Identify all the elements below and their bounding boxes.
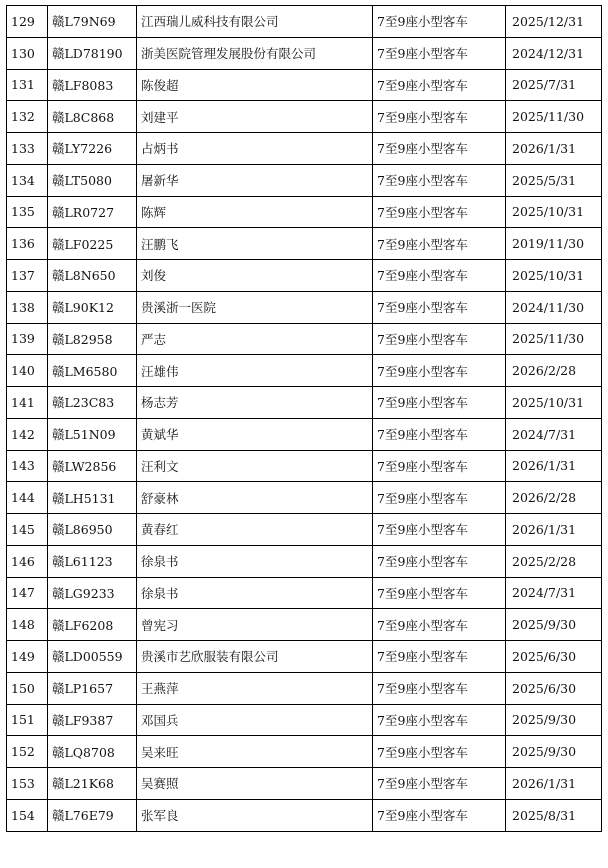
vehicle-table-body	[7, 6, 602, 832]
row-number: 135	[7, 196, 48, 228]
plate-number: 赣L76E79	[48, 799, 137, 831]
table-row	[7, 736, 602, 768]
table-row	[7, 291, 602, 323]
owner-name: 贵溪浙一医院	[137, 291, 373, 323]
expiry-date: 2024/7/31	[506, 577, 602, 609]
row-number: 130	[7, 37, 48, 69]
vehicle-type: 7至9座小型客车	[373, 133, 506, 165]
table-row	[7, 355, 602, 387]
expiry-date: 2026/2/28	[506, 482, 602, 514]
table-row	[7, 228, 602, 260]
plate-number: 赣LQ8708	[48, 736, 137, 768]
table-row	[7, 672, 602, 704]
table-row	[7, 101, 602, 133]
vehicle-type: 7至9座小型客车	[373, 768, 506, 800]
expiry-date: 2025/10/31	[506, 387, 602, 419]
table-row	[7, 6, 602, 38]
expiry-date: 2025/9/30	[506, 609, 602, 641]
expiry-date: 2025/10/31	[506, 196, 602, 228]
plate-number: 赣L8C868	[48, 101, 137, 133]
expiry-date: 2025/5/31	[506, 164, 602, 196]
table-row	[7, 482, 602, 514]
table-row	[7, 133, 602, 165]
plate-number: 赣LD00559	[48, 641, 137, 673]
plate-number: 赣LT5080	[48, 164, 137, 196]
row-number: 141	[7, 387, 48, 419]
table-row	[7, 37, 602, 69]
plate-number: 赣LF0225	[48, 228, 137, 260]
plate-number: 赣L82958	[48, 323, 137, 355]
table-row	[7, 514, 602, 546]
plate-number: 赣L61123	[48, 545, 137, 577]
owner-name: 邓国兵	[137, 704, 373, 736]
row-number: 138	[7, 291, 48, 323]
expiry-date: 2025/7/31	[506, 69, 602, 101]
row-number: 142	[7, 418, 48, 450]
table-row	[7, 260, 602, 292]
table-row	[7, 196, 602, 228]
table-row	[7, 609, 602, 641]
vehicle-type: 7至9座小型客车	[373, 482, 506, 514]
vehicle-type: 7至9座小型客车	[373, 355, 506, 387]
vehicle-type: 7至9座小型客车	[373, 164, 506, 196]
row-number: 148	[7, 609, 48, 641]
table-row	[7, 69, 602, 101]
vehicle-type: 7至9座小型客车	[373, 323, 506, 355]
table-row	[7, 545, 602, 577]
expiry-date: 2019/11/30	[506, 228, 602, 260]
expiry-date: 2025/6/30	[506, 672, 602, 704]
row-number: 150	[7, 672, 48, 704]
vehicle-type: 7至9座小型客车	[373, 609, 506, 641]
plate-number: 赣L23C83	[48, 387, 137, 419]
vehicle-type: 7至9座小型客车	[373, 514, 506, 546]
owner-name: 汪雄伟	[137, 355, 373, 387]
owner-name: 徐泉书	[137, 545, 373, 577]
table-row	[7, 799, 602, 831]
row-number: 133	[7, 133, 48, 165]
expiry-date: 2025/11/30	[506, 101, 602, 133]
row-number: 151	[7, 704, 48, 736]
row-number: 154	[7, 799, 48, 831]
table-row	[7, 704, 602, 736]
table-row	[7, 387, 602, 419]
row-number: 144	[7, 482, 48, 514]
plate-number: 赣LP1657	[48, 672, 137, 704]
row-number: 147	[7, 577, 48, 609]
plate-number: 赣LR0727	[48, 196, 137, 228]
row-number: 137	[7, 260, 48, 292]
vehicle-type: 7至9座小型客车	[373, 196, 506, 228]
owner-name: 曾宪习	[137, 609, 373, 641]
table-row	[7, 768, 602, 800]
table-row	[7, 418, 602, 450]
vehicle-type: 7至9座小型客车	[373, 418, 506, 450]
vehicle-type: 7至9座小型客车	[373, 37, 506, 69]
plate-number: 赣LF8083	[48, 69, 137, 101]
plate-number: 赣LW2856	[48, 450, 137, 482]
expiry-date: 2024/7/31	[506, 418, 602, 450]
vehicle-type: 7至9座小型客车	[373, 641, 506, 673]
owner-name: 贵溪市艺欣服装有限公司	[137, 641, 373, 673]
plate-number: 赣L51N09	[48, 418, 137, 450]
plate-number: 赣L86950	[48, 514, 137, 546]
plate-number: 赣L8N650	[48, 260, 137, 292]
plate-number: 赣LF9387	[48, 704, 137, 736]
owner-name: 占炳书	[137, 133, 373, 165]
owner-name: 刘俊	[137, 260, 373, 292]
row-number: 153	[7, 768, 48, 800]
vehicle-type: 7至9座小型客车	[373, 228, 506, 260]
vehicle-type: 7至9座小型客车	[373, 577, 506, 609]
vehicle-type: 7至9座小型客车	[373, 799, 506, 831]
table-row	[7, 323, 602, 355]
owner-name: 刘建平	[137, 101, 373, 133]
owner-name: 吴来旺	[137, 736, 373, 768]
plate-number: 赣LG9233	[48, 577, 137, 609]
row-number: 139	[7, 323, 48, 355]
expiry-date: 2025/8/31	[506, 799, 602, 831]
owner-name: 王燕萍	[137, 672, 373, 704]
table-row	[7, 450, 602, 482]
table-row	[7, 641, 602, 673]
row-number: 140	[7, 355, 48, 387]
plate-number: 赣LY7226	[48, 133, 137, 165]
owner-name: 徐泉书	[137, 577, 373, 609]
vehicle-type: 7至9座小型客车	[373, 672, 506, 704]
expiry-date: 2024/12/31	[506, 37, 602, 69]
owner-name: 汪利文	[137, 450, 373, 482]
plate-number: 赣L21K68	[48, 768, 137, 800]
expiry-date: 2025/2/28	[506, 545, 602, 577]
row-number: 132	[7, 101, 48, 133]
row-number: 129	[7, 6, 48, 38]
row-number: 149	[7, 641, 48, 673]
owner-name: 舒豪林	[137, 482, 373, 514]
vehicle-type: 7至9座小型客车	[373, 387, 506, 419]
vehicle-type: 7至9座小型客车	[373, 260, 506, 292]
expiry-date: 2026/2/28	[506, 355, 602, 387]
row-number: 134	[7, 164, 48, 196]
expiry-date: 2026/1/31	[506, 768, 602, 800]
row-number: 131	[7, 69, 48, 101]
owner-name: 黄春红	[137, 514, 373, 546]
vehicle-type: 7至9座小型客车	[373, 291, 506, 323]
expiry-date: 2025/6/30	[506, 641, 602, 673]
expiry-date: 2025/9/30	[506, 704, 602, 736]
vehicle-type: 7至9座小型客车	[373, 704, 506, 736]
table-row	[7, 577, 602, 609]
vehicle-type: 7至9座小型客车	[373, 101, 506, 133]
row-number: 146	[7, 545, 48, 577]
owner-name: 严志	[137, 323, 373, 355]
vehicle-type: 7至9座小型客车	[373, 69, 506, 101]
expiry-date: 2025/9/30	[506, 736, 602, 768]
expiry-date: 2025/11/30	[506, 323, 602, 355]
owner-name: 杨志芳	[137, 387, 373, 419]
row-number: 145	[7, 514, 48, 546]
vehicle-type: 7至9座小型客车	[373, 450, 506, 482]
owner-name: 张军良	[137, 799, 373, 831]
vehicle-type: 7至9座小型客车	[373, 6, 506, 38]
owner-name: 屠新华	[137, 164, 373, 196]
vehicle-type: 7至9座小型客车	[373, 545, 506, 577]
expiry-date: 2025/10/31	[506, 260, 602, 292]
owner-name: 浙美医院管理发展股份有限公司	[137, 37, 373, 69]
plate-number: 赣L79N69	[48, 6, 137, 38]
owner-name: 汪鹏飞	[137, 228, 373, 260]
plate-number: 赣L90K12	[48, 291, 137, 323]
row-number: 152	[7, 736, 48, 768]
plate-number: 赣LH5131	[48, 482, 137, 514]
owner-name: 陈辉	[137, 196, 373, 228]
vehicle-table	[6, 5, 602, 832]
vehicle-type: 7至9座小型客车	[373, 736, 506, 768]
table-row	[7, 164, 602, 196]
expiry-date: 2024/11/30	[506, 291, 602, 323]
owner-name: 吴赛照	[137, 768, 373, 800]
expiry-date: 2026/1/31	[506, 450, 602, 482]
plate-number: 赣LF6208	[48, 609, 137, 641]
owner-name: 陈俊超	[137, 69, 373, 101]
owner-name: 黄斌华	[137, 418, 373, 450]
row-number: 136	[7, 228, 48, 260]
expiry-date: 2025/12/31	[506, 6, 602, 38]
plate-number: 赣LD78190	[48, 37, 137, 69]
plate-number: 赣LM6580	[48, 355, 137, 387]
owner-name: 江西瑞儿威科技有限公司	[137, 6, 373, 38]
row-number: 143	[7, 450, 48, 482]
expiry-date: 2026/1/31	[506, 514, 602, 546]
expiry-date: 2026/1/31	[506, 133, 602, 165]
